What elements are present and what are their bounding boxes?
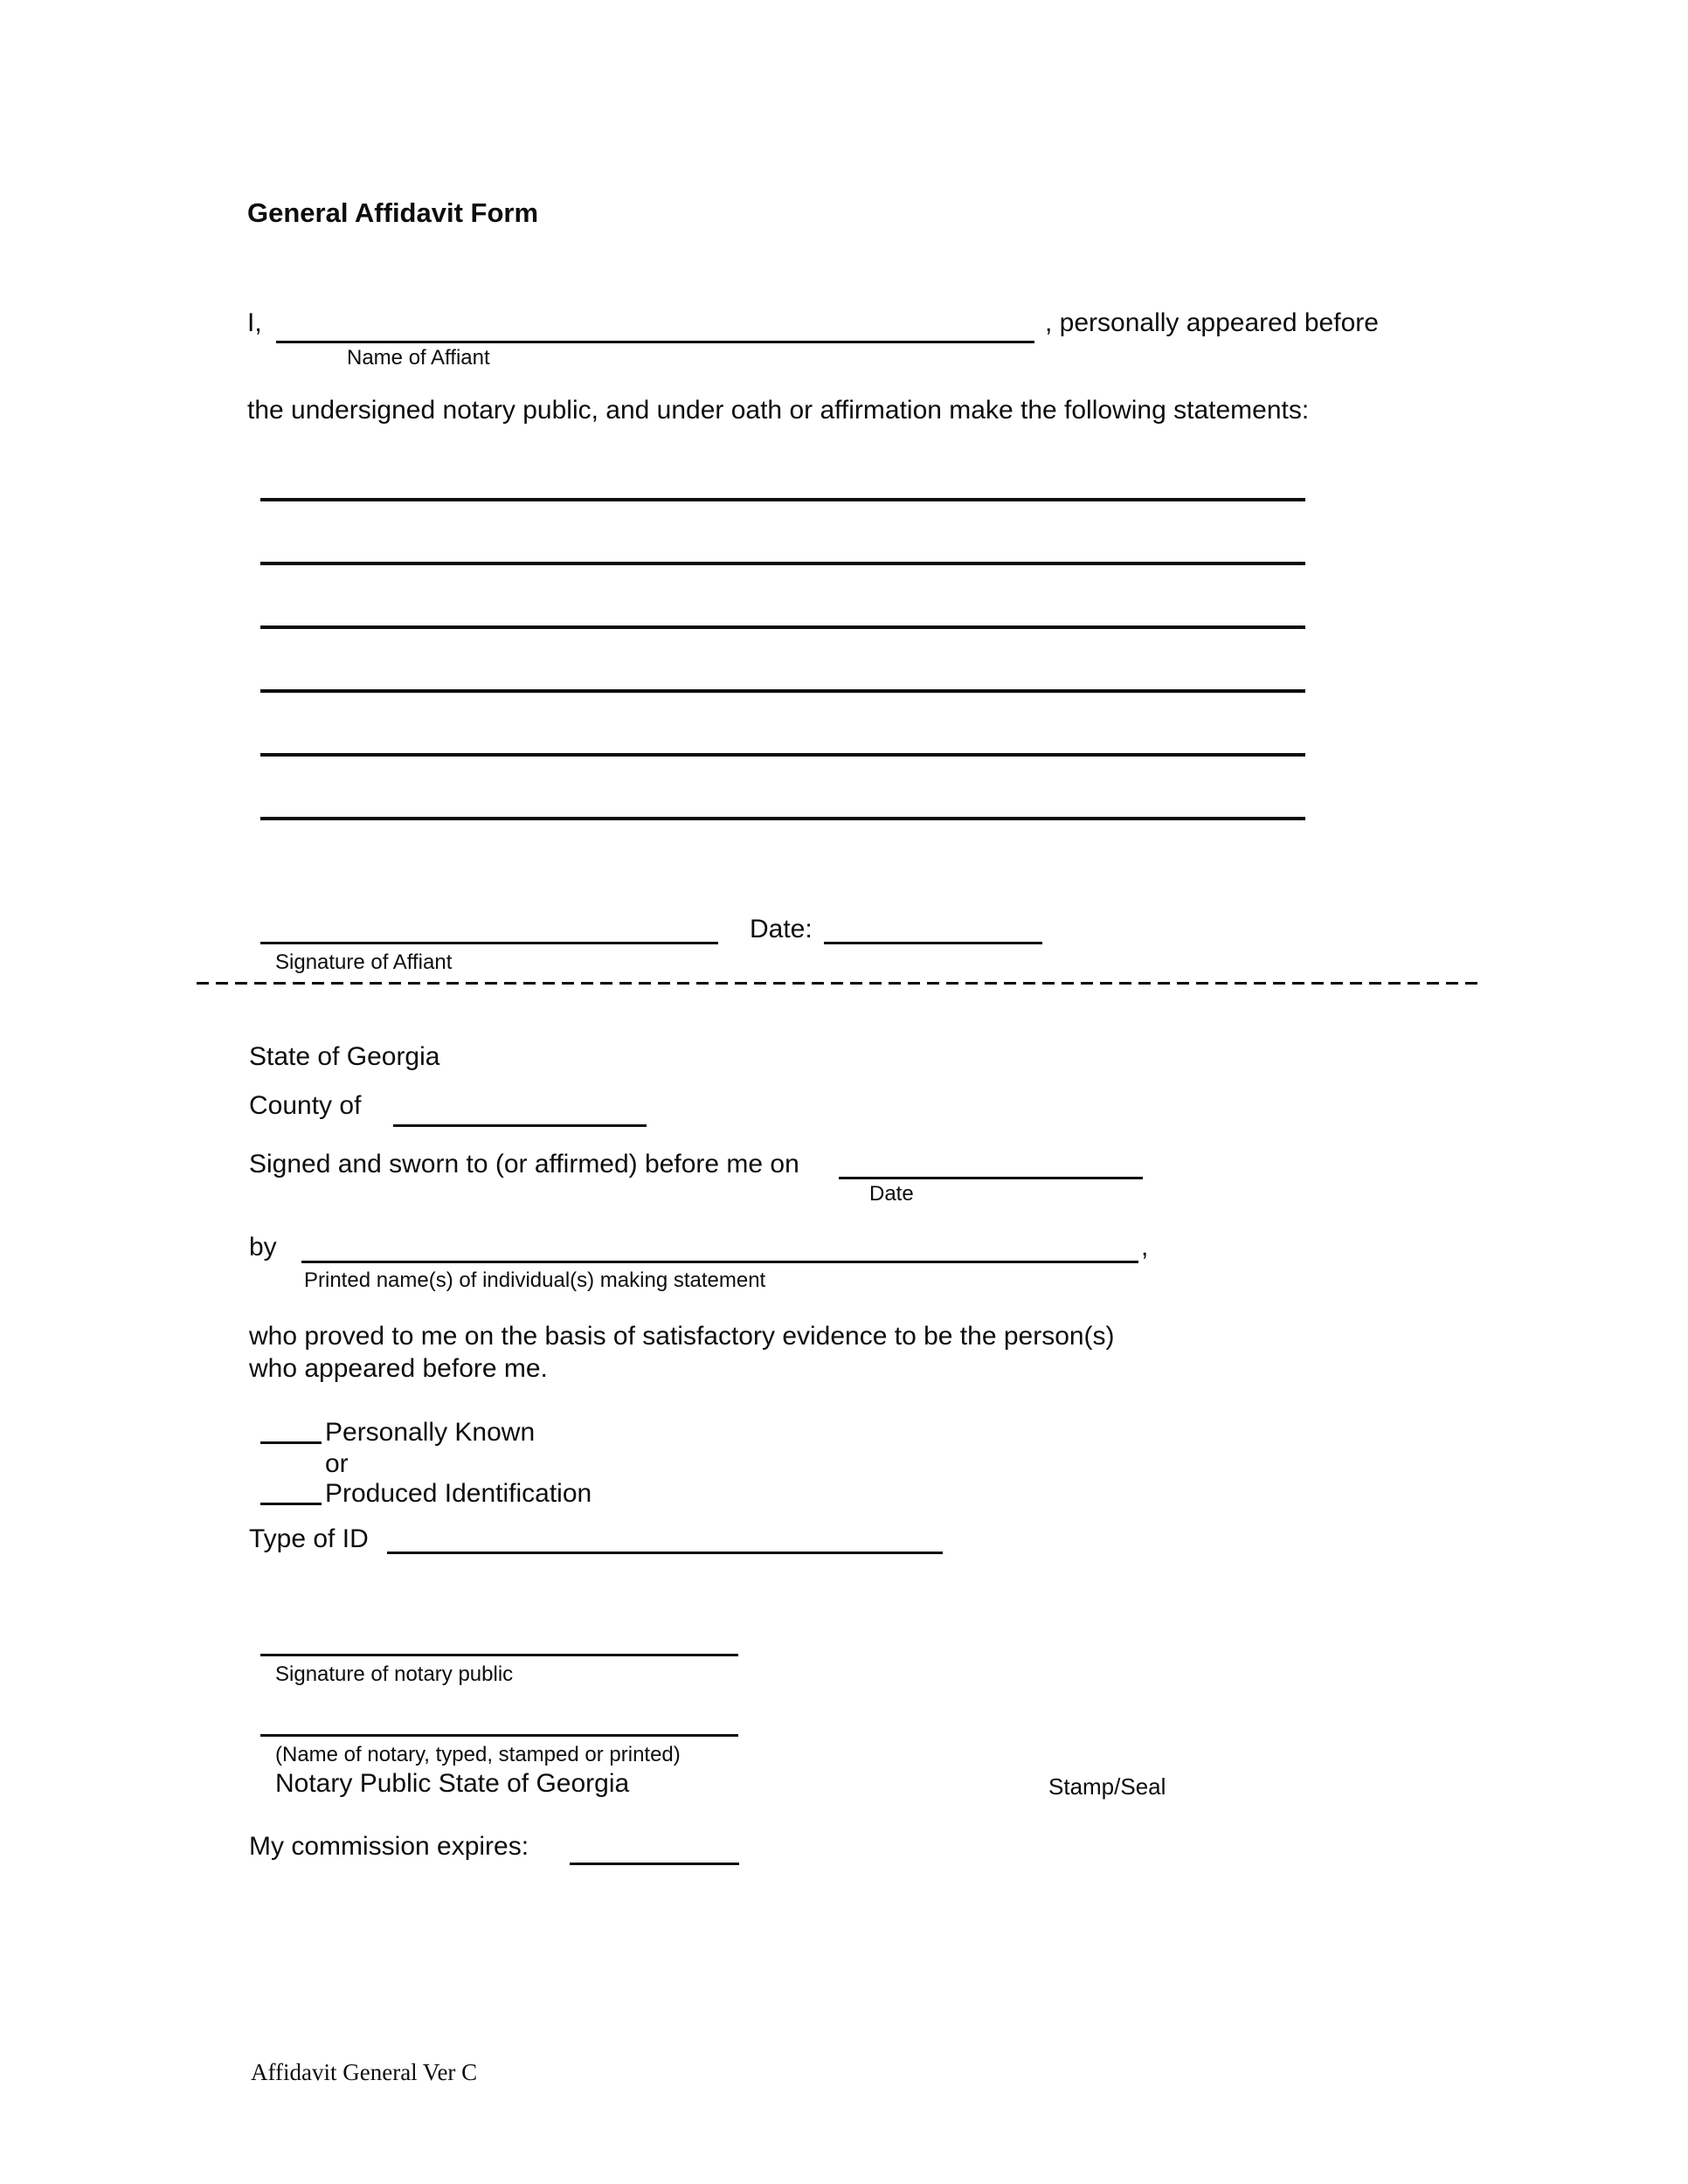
state-of-georgia-text: State of Georgia xyxy=(249,1042,440,1071)
signature-of-affiant-label: Signature of Affiant xyxy=(275,950,453,974)
statement-line-6[interactable] xyxy=(260,817,1305,820)
affiant-signature-line[interactable] xyxy=(260,942,718,944)
affiant-name-line[interactable] xyxy=(276,341,1034,343)
produced-identification-label: Produced Identification xyxy=(325,1479,592,1508)
opening-suffix: , personally appeared before xyxy=(1045,308,1379,337)
notary-name-label: (Name of notary, typed, stamped or printed) xyxy=(275,1743,681,1766)
notary-signature-label: Signature of notary public xyxy=(275,1662,514,1686)
statement-line-5[interactable] xyxy=(260,753,1305,757)
by-prefix: by xyxy=(249,1233,277,1261)
statement-line-2[interactable] xyxy=(260,562,1305,565)
evidence-line-1: who proved to me on the basis of satisfactory evidence to be the person(s) xyxy=(249,1322,1115,1351)
evidence-line-2: who appeared before me. xyxy=(249,1354,548,1383)
section-divider xyxy=(197,982,1483,985)
or-label: or xyxy=(325,1449,349,1478)
commission-expires-label: My commission expires: xyxy=(249,1832,529,1861)
document-title: General Affidavit Form xyxy=(247,197,539,228)
by-suffix: , xyxy=(1141,1233,1149,1261)
affiant-date-label: Date: xyxy=(750,915,813,943)
notary-name-line[interactable] xyxy=(260,1734,738,1737)
county-line[interactable] xyxy=(393,1124,647,1127)
statement-intro: the undersigned notary public, and under oath or affirmation make the following statements: xyxy=(247,396,1310,425)
sworn-prefix: Signed and sworn to (or affirmed) before me on xyxy=(249,1150,799,1178)
produced-id-checkline[interactable] xyxy=(260,1503,322,1505)
printed-name-line[interactable] xyxy=(301,1261,1138,1263)
statement-line-4[interactable] xyxy=(260,689,1305,693)
notary-signature-line[interactable] xyxy=(260,1654,738,1656)
printed-name-label: Printed name(s) of individual(s) making statement xyxy=(304,1268,766,1292)
notary-title: Notary Public State of Georgia xyxy=(275,1769,630,1798)
type-of-id-label: Type of ID xyxy=(249,1524,369,1553)
personally-known-label: Personally Known xyxy=(325,1418,536,1447)
sworn-date-label: Date xyxy=(869,1182,914,1206)
commission-date-line[interactable] xyxy=(570,1863,739,1865)
personally-known-checkline[interactable] xyxy=(260,1441,322,1444)
document-footer: Affidavit General Ver C xyxy=(251,2059,478,2085)
statement-line-1[interactable] xyxy=(260,498,1305,501)
county-prefix: County of xyxy=(249,1091,362,1120)
type-of-id-line[interactable] xyxy=(387,1552,943,1554)
opening-prefix: I, xyxy=(247,308,262,337)
statement-line-3[interactable] xyxy=(260,625,1305,629)
stamp-seal-label: Stamp/Seal xyxy=(1048,1773,1166,1800)
name-of-affiant-label: Name of Affiant xyxy=(347,346,490,370)
affiant-date-line[interactable] xyxy=(824,942,1042,944)
sworn-date-line[interactable] xyxy=(839,1177,1143,1179)
